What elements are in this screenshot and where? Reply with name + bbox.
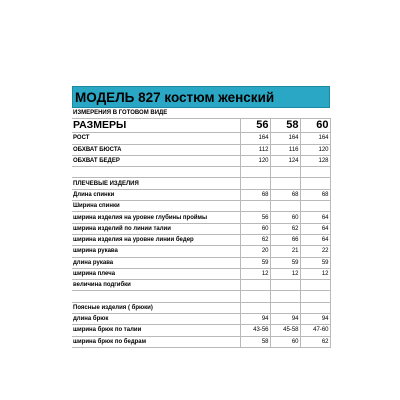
table-row <box>72 189 330 200</box>
row-value: 59 <box>270 257 300 268</box>
row-value: 164 <box>300 133 330 144</box>
size-table <box>72 108 331 348</box>
row-value: 68 <box>270 189 300 200</box>
row-value: 124 <box>270 155 300 166</box>
row-label: Поясные изделия ( брюки) <box>72 302 240 313</box>
table-row <box>72 246 330 257</box>
row-value <box>240 280 270 291</box>
row-value <box>240 178 270 189</box>
table-row <box>72 336 330 347</box>
row-value: 64 <box>300 223 330 234</box>
row-value: 116 <box>270 144 300 155</box>
row-label: ширина плеча <box>72 268 240 279</box>
row-value: 164 <box>270 133 300 144</box>
row-label: ширина изделий по линии талии <box>72 223 240 234</box>
row-value <box>300 280 330 291</box>
row-label: длина брюк <box>72 314 240 325</box>
row-label: ширина брюк по бедрам <box>72 336 240 347</box>
table-row <box>72 155 330 166</box>
size-chart-sheet <box>72 86 330 348</box>
row-value <box>300 291 330 302</box>
row-value: 59 <box>300 257 330 268</box>
row-value: 94 <box>240 314 270 325</box>
table-row <box>72 268 330 279</box>
table-row <box>72 178 330 189</box>
row-value: 21 <box>270 246 300 257</box>
table-row <box>72 257 330 268</box>
row-value <box>300 167 330 178</box>
row-value: 64 <box>300 234 330 245</box>
row-value: 164 <box>240 133 270 144</box>
table-row <box>72 201 330 212</box>
row-value: 120 <box>300 144 330 155</box>
row-value <box>270 201 300 212</box>
row-value <box>270 291 300 302</box>
row-value: 60 <box>240 223 270 234</box>
row-value: 60 <box>270 212 300 223</box>
row-value <box>240 201 270 212</box>
row-value <box>270 302 300 313</box>
row-value: 60 <box>270 336 300 347</box>
row-value: 94 <box>270 314 300 325</box>
row-value: 68 <box>300 189 330 200</box>
table-row <box>72 133 330 144</box>
row-value <box>240 291 270 302</box>
row-value <box>300 178 330 189</box>
row-value: 64 <box>300 212 330 223</box>
row-label: Ширина спинки <box>72 201 240 212</box>
row-value: 59 <box>240 257 270 268</box>
row-value: 112 <box>240 144 270 155</box>
row-value: 68 <box>240 189 270 200</box>
row-label: величина подгибки <box>72 280 240 291</box>
row-label <box>72 291 240 302</box>
table-row <box>72 291 330 302</box>
row-label: ширина брюк по талии <box>72 325 240 336</box>
table-row <box>72 167 330 178</box>
row-value: 66 <box>270 234 300 245</box>
size-value: 56 <box>240 119 270 133</box>
row-value <box>240 167 270 178</box>
subtitle-row <box>72 108 330 119</box>
row-value: 45-58 <box>270 325 300 336</box>
size-value: 60 <box>300 119 330 133</box>
size-value: 58 <box>270 119 300 133</box>
table-row <box>72 212 330 223</box>
row-label <box>72 167 240 178</box>
table-row <box>72 280 330 291</box>
row-value: 56 <box>240 212 270 223</box>
row-value: 22 <box>300 246 330 257</box>
row-label: Длина спинки <box>72 189 240 200</box>
row-value <box>270 280 300 291</box>
measurements-subtitle: ИЗМЕРЕНИЯ В ГОТОВОМ ВИДЕ <box>73 110 168 117</box>
row-value <box>240 302 270 313</box>
row-value: 12 <box>300 268 330 279</box>
row-value: 62 <box>300 336 330 347</box>
row-value: 12 <box>240 268 270 279</box>
table-row <box>72 144 330 155</box>
row-value: 94 <box>300 314 330 325</box>
row-value: 47-60 <box>300 325 330 336</box>
row-value: 20 <box>240 246 270 257</box>
row-label: ОБХВАТ БЕДЕР <box>72 155 240 166</box>
row-value: 62 <box>240 234 270 245</box>
row-value <box>270 178 300 189</box>
row-label: длина рукава <box>72 257 240 268</box>
row-value: 128 <box>300 155 330 166</box>
row-label: ОБХВАТ БЮСТА <box>72 144 240 155</box>
row-label: РОСТ <box>72 133 240 144</box>
row-value: 58 <box>240 336 270 347</box>
sizes-label: РАЗМЕРЫ <box>72 119 240 133</box>
row-value <box>270 167 300 178</box>
row-value <box>300 201 330 212</box>
row-label: ширина рукава <box>72 246 240 257</box>
row-value: 12 <box>270 268 300 279</box>
table-row <box>72 314 330 325</box>
row-label: ширина изделия на уровне глубины проймы <box>72 212 240 223</box>
sizes-row <box>72 119 330 133</box>
table-row <box>72 223 330 234</box>
row-value: 43-56 <box>240 325 270 336</box>
table-row <box>72 325 330 336</box>
row-value: 62 <box>270 223 300 234</box>
row-value: 120 <box>240 155 270 166</box>
row-label: ПЛЕЧЕВЫЕ ИЗДЕЛИЯ <box>72 178 240 189</box>
model-title: МОДЕЛЬ 827 костюм женский <box>72 86 330 108</box>
row-label: ширина изделия на уровне линии бедер <box>72 234 240 245</box>
table-row <box>72 302 330 313</box>
table-row <box>72 234 330 245</box>
row-value <box>300 302 330 313</box>
